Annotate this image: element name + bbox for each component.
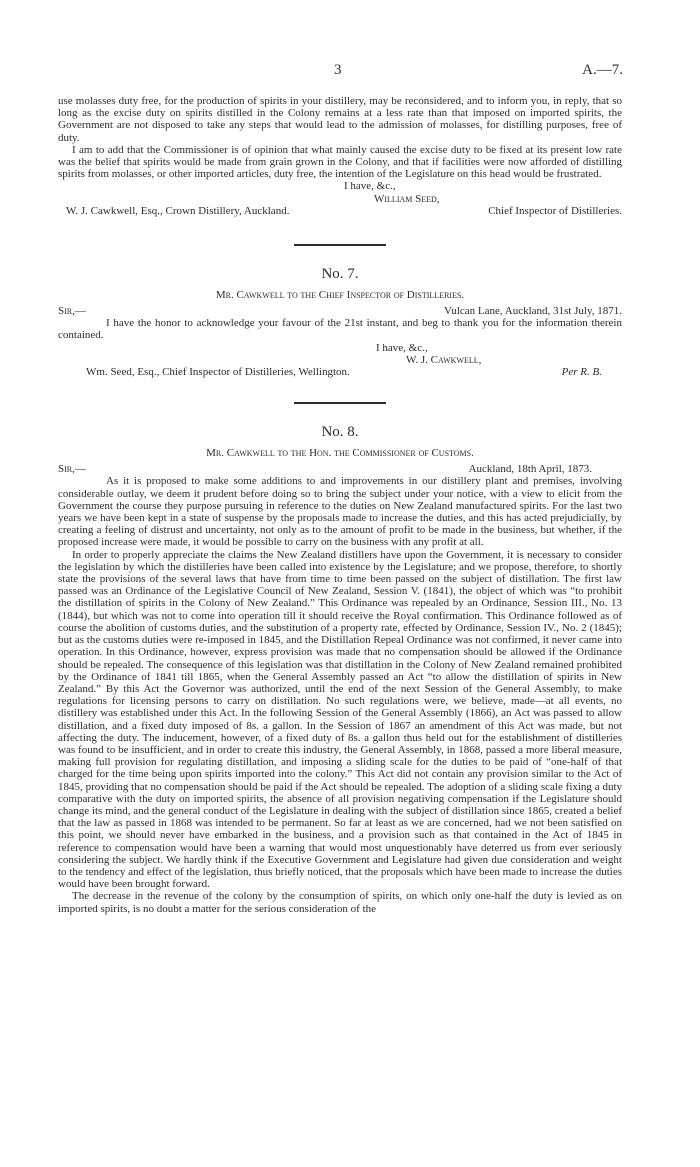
letter-8-paragraph-2: In order to properly appreciate the claims the New Zealand distillers have upon the Government, it is necessary to consider the legislation by which the distilleries have been called into existence by the Legislature; and we propose, therefore, to shortly state the provisions of the several laws that have from time to time been passed on the subject of distillation. The first law passed was an Ordinance of the Legislative Council of New Zealand, Session V. (1841), the object of which was “to prohibit the distillation of spirits in the Colony of New Zealand.” This Ordinance was repealed by an Ordinance, Session III., No. 13 (1844), but which was not to come into operation till it should receive the Royal confirmation. This Ordinance followed as of course the abolition of customs duties, and the substitution of a property rate, effected by Ordinance, Session IV., No. 2 (1845); but as the customs duties were re-imposed in 1845, and the Distillation Repeal Ordinance was not confirmed, it never came into operation. In this Ordinance, however, express provision was made that no compensation should be allowed if the Ordinance should be repealed. The consequence of this legislation was that distillation in the Colony of New Zealand remained prohibited by the Ordinance of 1841 till 1865, when the General Assembly passed an Act “to allow the distillation of spirits in New Zealand.” By this Act the Governor was authorized, until the end of the next Session of the General Assembly, to make regulations for licensing persons to carry on distillation. No such regulations were, we believe, made—at all events, no distillery was established under this Act. In the following Session of the General Assembly (1866), an Act was passed to allow distillation, and a fixed duty imposed of 8s. a gallon. In the Session of 1867 an amendment of this Act was made, but not affecting the duty. The inducement, however, of a fixed duty of 8s. a gallon thus held out for the establishment of distilleries was found to be insufficient, and in order to create this industry, the General Assembly, in 1868, passed a more liberal measure, making full provision for regulating distillation, and imposing a sliding scale for the duties to be paid of “one-half of that charged for the time being upon spirits imported into the colony.” This Act did not contain any provision similar to the Act of 1845, providing that no compensation should be paid if the Act should be repealed. The adoption of a sliding scale fixing a duty comparative with the duty on imported spirits, the absence of all provision negativing compensation if the Legislature should change its mind, and the general conduct of the Legislature in dealing with the subject of distillation since 1865, created a belief that the law as passed in 1868 was intended to be permanent. So far at least as we are concerned, had we not been satisfied on this point, we should never have embarked in the business, and a provision such as that contained in the Act of 1845 in reference to compensation would have been a warning that would most unquestionably have deterred us from ever seriously considering the subject. We hardly think if the Executive Government and Legislature had given due consideration and weight to the tendency and effect of the legislation, thus briefly noticed, that the proposals which have been made to increase the duties would have been brought forward. <box>58 548 622 891</box>
letter-8-title: Mr. Cawkwell to the Hon. the Commissioner of Customs. <box>206 447 474 460</box>
letter-8-paragraph-1: As it is proposed to make some additions to and improvements in our distillery plant and premises, involving considerable outlay, we deem it prudent before doing so to bring the subject under your notice, with a view to elicit from the Government the course they purpose pursuing in reference to the duties on New Zealand manufactured spirits. For the last two years we have been kept in a state of suspense by the proposals made to increase the duties, and this has acted prejudicially, by creating a feeling of distrust and uncertainty, not only as to the amount of profit to be made in the business, but whether, if the proposed increase were made, it would be possible to carry on the business with any profit at all. <box>58 475 622 549</box>
letter-7-per: Per R. B. <box>561 366 602 379</box>
letter-8-address-date: Auckland, 18th April, 1873. <box>468 463 592 476</box>
letter-7-number: No. 7. <box>321 266 359 283</box>
top-paragraph-2: I am to add that the Commissioner is of opinion that what mainly caused the excise duty to be fixed at its present low rate was the belief that spirits would be made from grain grown in the Colony, and that if facilities were now afforded of distilling spirits from molasses, or other imported articles, duty free, the intention of the Legislature on this head would be frustrated. <box>58 143 622 181</box>
letter-7-address-date: Vulcan Lane, Auckland, 31st July, 1871. <box>444 305 622 318</box>
page-header <box>0 62 700 82</box>
letter-8-salutation: Sir,— <box>58 463 86 476</box>
letter-8-salutation-row <box>58 463 622 475</box>
letter-7-addressee-row <box>58 366 622 378</box>
letter-7-signature: W. J. Cawkwell, <box>406 353 482 366</box>
letter-7-body: I have the honor to acknowledge your favour of the 21st instant, and beg to thank you for the information therein contained. <box>58 317 622 342</box>
top-signature: William Seed, <box>374 192 440 205</box>
page-number: 3 <box>334 62 342 78</box>
top-addressee-row <box>58 205 622 217</box>
letter-7-salutation-row <box>58 305 622 317</box>
letter-7-salutation: Sir,— <box>58 305 86 318</box>
document-reference: A.—7. <box>582 62 623 78</box>
letter-7-addressee: Wm. Seed, Esq., Chief Inspector of Distilleries, Wellington. <box>86 366 350 379</box>
letter-7-title: Mr. Cawkwell to the Chief Inspector of Distilleries. <box>215 289 465 302</box>
top-paragraph-1: use molasses duty free, for the production of spirits in your distillery, may be reconsidered, and to inform you, in reply, that so long as the excise duty on spirits distilled in the Colony remains at a less rate than that imposed on imported spirits, the Government are not disposed to take any steps that would lead to the admission of molasses, for distilling purposes, free of duty. <box>58 95 622 144</box>
page-body <box>58 95 622 915</box>
top-addressee: W. J. Cawkwell, Esq., Crown Distillery, Auckland. <box>66 204 290 217</box>
letter-8-number: No. 8. <box>321 424 359 441</box>
top-signer-title: Chief Inspector of Distilleries. <box>488 204 622 217</box>
letter-7-closing: I have, &c., <box>376 341 428 354</box>
letter-8-paragraph-3: The decrease in the revenue of the colony by the consumption of spirits, on which only one-half the duty is levied as on imported spirits, is no doubt a matter for the serious consideration of the <box>58 890 622 915</box>
top-closing: I have, &c., <box>344 180 396 193</box>
